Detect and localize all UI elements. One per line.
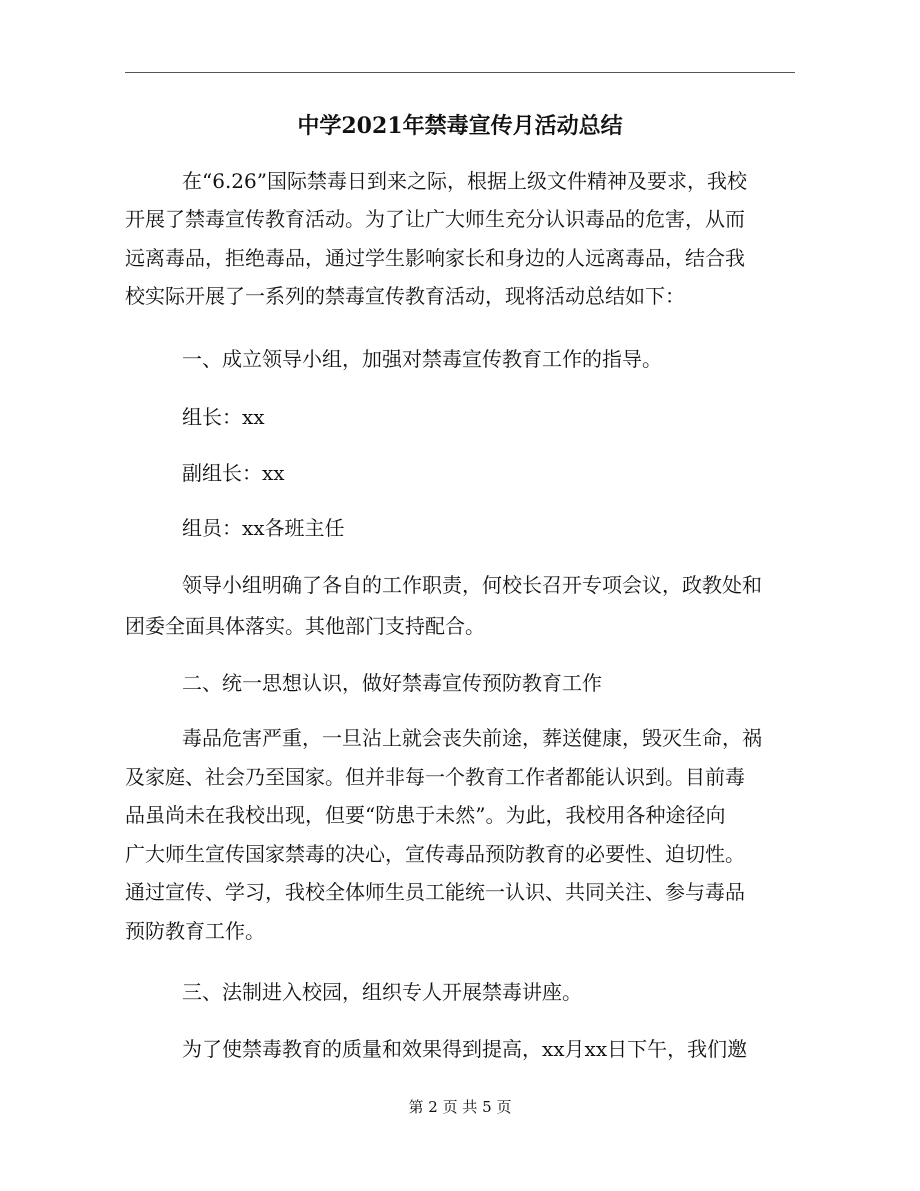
member-line: 副组长：xx [182, 461, 285, 485]
section-heading: 二、统一思想认识，做好禁毒宣传预防教育工作 [182, 671, 602, 695]
body-line: 领导小组明确了各自的工作职责，何校长召开专项会议，政教处和 [182, 573, 762, 597]
body-line: 通过宣传、学习，我校全体师生员工能统一认识、共同关注、参与毒品 [125, 880, 745, 904]
body-line: 开展了禁毒宣传教育活动。为了让广大师生充分认识毒品的危害，从而 [125, 207, 745, 231]
body-line: 品虽尚未在我校出现，但要“防患于未然”。为此，我校用各种途径向 [125, 803, 726, 827]
page-number: 第 2 页 共 5 页 [408, 1098, 512, 1116]
body-line: 预防教育工作。 [125, 919, 265, 943]
section-heading: 三、法制进入校园，组织专人开展禁毒讲座。 [182, 980, 582, 1004]
body-line: 广大师生宣传国家禁毒的决心，宣传毒品预防教育的必要性、迫切性。 [125, 842, 745, 866]
body-line: 团委全面具体落实。其他部门支持配合。 [125, 614, 485, 638]
body-line: 在“6.26”国际禁毒日到来之际，根据上级文件精神及要求，我校 [182, 169, 747, 193]
body-line: 为了使禁毒教育的质量和效果得到提高，xx月xx日下午，我们邀 [182, 1037, 748, 1061]
member-line: 组员：xx各班主任 [182, 516, 345, 540]
document-title: 中学2021年禁毒宣传月活动总结 [297, 113, 623, 139]
member-line: 组长：xx [182, 405, 265, 429]
body-line: 毒品危害严重，一旦沾上就会丧失前途，葬送健康，毁灭生命，祸 [182, 726, 762, 750]
body-line: 校实际开展了一系列的禁毒宣传教育活动，现将活动总结如下： [125, 284, 685, 308]
section-heading: 一、成立领导小组，加强对禁毒宣传教育工作的指导。 [182, 347, 662, 371]
body-line: 远离毒品，拒绝毒品，通过学生影响家长和身边的人远离毒品，结合我 [125, 246, 745, 270]
header-rule [125, 72, 795, 73]
body-line: 及家庭、社会乃至国家。但并非每一个教育工作者都能认识到。目前毒 [125, 765, 745, 789]
